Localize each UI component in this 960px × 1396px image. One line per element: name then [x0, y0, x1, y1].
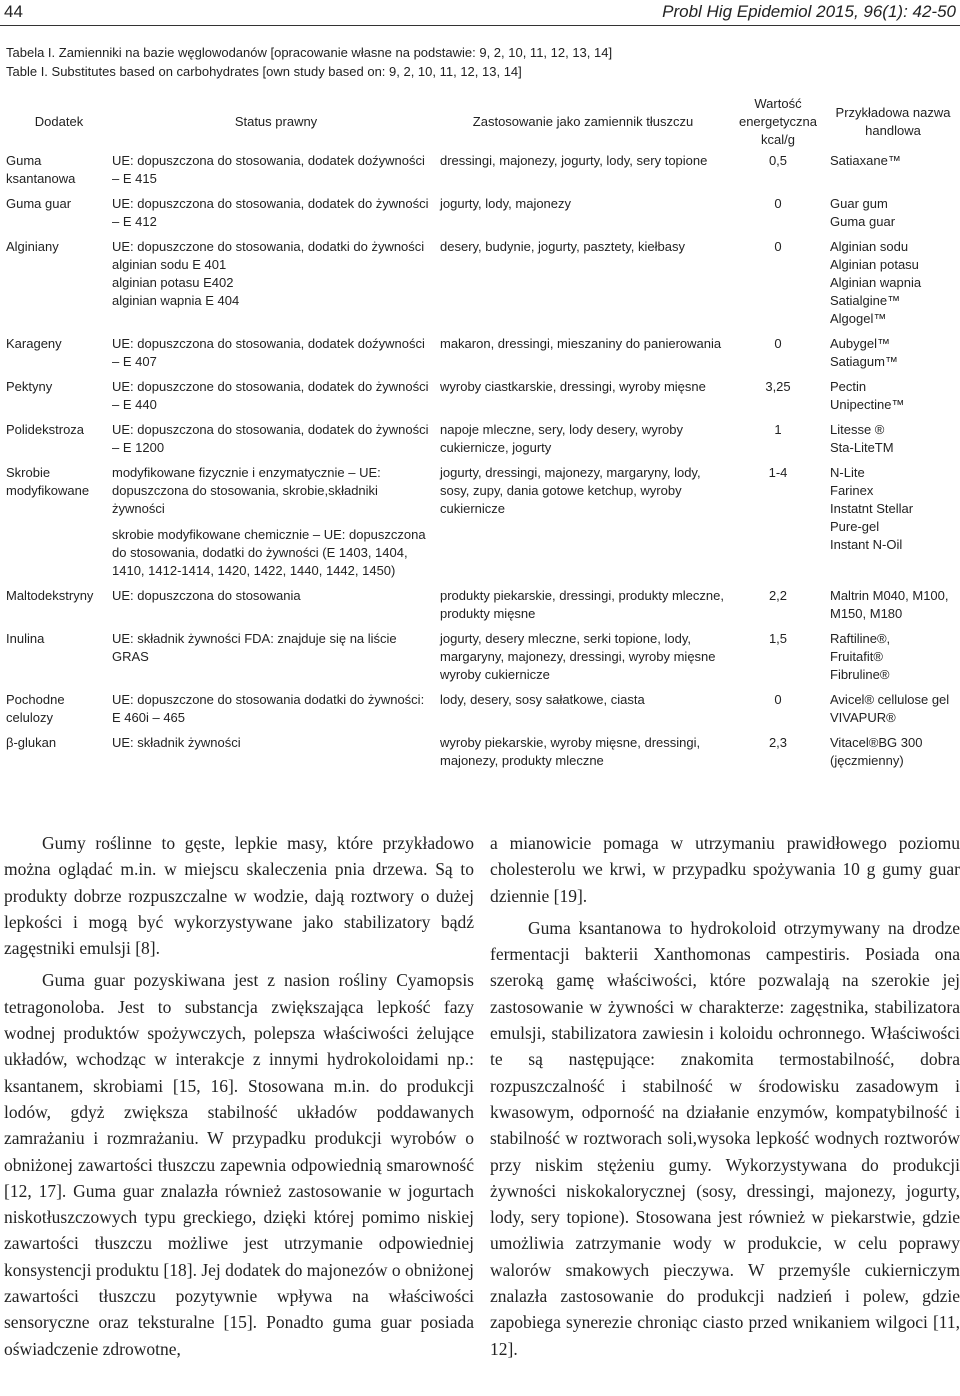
cell-trade-name	[830, 335, 956, 378]
cell-use	[440, 238, 726, 335]
table-row	[6, 195, 956, 238]
cell-trade-name	[830, 195, 956, 238]
cell-additive	[6, 691, 112, 734]
trade-name: Farinex	[830, 483, 874, 498]
cell-legal-status	[112, 691, 440, 734]
trade-name: Avicel® cellulose gel	[830, 692, 950, 707]
status-line: alginian wapnia E 404	[112, 293, 240, 308]
column-header-trade-name	[830, 92, 956, 152]
energy-value: 0	[774, 196, 782, 211]
trade-name: VIVAPUR®	[830, 710, 896, 725]
paragraph: Guma guar pozyskiwana jest z nasion rośliny Cyamopsis tetragonoloba. Jest to substancja zwiększająca lepkość fazy wodnej produktów spożywczych, polepsza właściwości żelujące układów, wchodząc w interakcje z innymi hydrokoloidami np.: ksantanem, skrobiami [15, 16]. Stosowana m.in. do produkcji lodów, gdyż zwiększa stabilność układów poddawanych zamrażaniu i rozmrażaniu. W przypadku produkcji wyrobów o obniżonej zawartości tłuszczu zapewnia odpowiednią smarowność [12, 17]. Guma guar znalazła również zastosowanie w jogurtach niskotłuszczowych typu greckiego, dzięki której pomimo niskiej zawartości tłuszczu możliwe jest utrzymanie odpowiedniej konsystencji produktu [18]. Jej dodatek do majonezów o obniżonej zawartości tłuszczu pozytywnie wpływa na właściwości sensoryczne oraz teksturalne [15]. Ponadto guma guar posiada oświadczenie zdrowotne,	[4, 970, 474, 1359]
trade-name: Alginian wapnia	[830, 275, 922, 290]
status-line: UE: dopuszczone do stosowania dodatki do żywności: E 460i – 465	[112, 692, 425, 725]
trade-name: N-Lite	[830, 465, 865, 480]
use-text: jogurty, lody, majonezy	[440, 196, 572, 211]
cell-trade-name	[830, 378, 956, 421]
cell-trade-name	[830, 691, 956, 734]
paragraph: Guma ksantanowa to hydrokoloid otrzymywany na drodze fermentacji bakterii Xanthomonas campestiris. Posiada ona szeroką gamę właściwości, które pozwalają na szerokie jej zastosowanie w żywności w charakterze: zagęstnika, stabilizatora emulsji, stabilizatora zawiesin i koloidu ochronnego. Właściwości te są następujące: znakomita termostabilność, dobra rozpuszczalność i stabilność w środowisku zasadowym i kwasowym, odporność na działanie enzymów, kompatybilność i stabilność w roztworach soli,wysoka lepkość wodnych roztworów przy niskim stężeniu gumy. Wykorzystywana do produkcji żywności niskokalorycznej (sosy, dressingi, majonezy, jogurty, lody, sery topione). Stosowana jest również w piekarstwie, gdzie umożliwia zatrzymanie wody w produkcie, w celu poprawy walorów smakowych pieczywa. W przemyśle cukierniczym znalazła zastosowanie do produkcji nadzień i polew, gdzie zapobiega synerezie chroniąc ciasto przed wnikaniem wilgoci [11, 12].	[490, 917, 960, 1359]
cell-legal-status	[112, 421, 440, 464]
column-header-energy-label: Wartość energetyczna kcal/g	[738, 96, 818, 147]
trade-name: (jęczmienny)	[830, 753, 904, 768]
cell-use	[440, 734, 726, 777]
cell-trade-name	[830, 630, 956, 691]
table-caption	[6, 43, 612, 81]
cell-additive	[6, 630, 112, 691]
cell-trade-name	[830, 587, 956, 630]
cell-use	[440, 195, 726, 238]
cell-use	[440, 335, 726, 378]
table-body	[6, 152, 956, 777]
page-number: 44	[4, 2, 23, 21]
energy-value: 2,2	[768, 588, 788, 603]
running-header	[0, 0, 960, 26]
cell-use	[440, 464, 726, 587]
cell-legal-status	[112, 335, 440, 378]
cell-energy	[726, 195, 830, 238]
status-line: UE: składnik żywności FDA: znajduje się na liście GRAS	[112, 631, 397, 664]
column-header-additive: Dodatek	[34, 114, 84, 129]
additive-name: Maltodekstryny	[6, 588, 94, 603]
cell-legal-status	[112, 630, 440, 691]
cell-additive	[6, 238, 112, 335]
table-row	[6, 378, 956, 421]
trade-name: Raftiline®,	[830, 631, 891, 646]
cell-energy	[726, 691, 830, 734]
status-line: UE: dopuszczona do stosowania	[112, 588, 301, 603]
status-line: alginian sodu E 401	[112, 257, 227, 272]
journal-citation: Probl Hig Epidemiol 2015, 96(1): 42-50	[662, 2, 956, 21]
additive-name: Pochodne celulozy	[6, 692, 65, 725]
cell-additive	[6, 195, 112, 238]
cell-trade-name	[830, 238, 956, 335]
table-row	[6, 630, 956, 691]
cell-additive	[6, 734, 112, 777]
trade-name: Sta-LiteTM	[830, 440, 894, 455]
use-text: napoje mleczne, sery, lody desery, wyroby cukiernicze, jogurty	[440, 422, 684, 455]
table-row	[6, 464, 956, 587]
trade-name: Maltrin M040, M100, M150, M180	[830, 588, 949, 621]
energy-value: 0	[774, 336, 782, 351]
trade-name: Litesse ®	[830, 422, 885, 437]
cell-additive	[6, 587, 112, 630]
additive-name: Karageny	[6, 336, 62, 351]
use-text: wyroby piekarskie, wyroby mięsne, dressingi, majonezy, produkty mleczne	[440, 735, 701, 768]
cell-trade-name	[830, 152, 956, 195]
status-line: UE: dopuszczona do stosowania, dodatek do żywności – E 1200	[112, 422, 429, 455]
use-text: makaron, dressingi, mieszaniny do panierowania	[440, 336, 722, 351]
table-row	[6, 587, 956, 630]
cell-energy	[726, 238, 830, 335]
caption-polish: Tabela I. Zamienniki na bazie węglowodanów [opracowanie własne na podstawie: 9, 2, 10, 11, 12, 13, 14]	[6, 45, 613, 60]
cell-legal-status	[112, 195, 440, 238]
cell-legal-status	[112, 238, 440, 335]
trade-name: Aubygel™	[830, 336, 890, 351]
energy-value: 0	[774, 239, 782, 254]
energy-value: 0	[774, 692, 782, 707]
trade-name: Satiaxane™	[830, 153, 901, 168]
cell-energy	[726, 630, 830, 691]
use-text: dressingi, majonezy, jogurty, lody, sery topione	[440, 153, 708, 168]
trade-name: Instatnt Stellar	[830, 501, 914, 516]
cell-energy	[726, 335, 830, 378]
additive-name: Polidekstroza	[6, 422, 85, 437]
column-header-trade-name-label: Przykładowa nazwa handlowa	[835, 105, 951, 138]
cell-use	[440, 587, 726, 630]
column-header-legal-status: Status prawny	[234, 114, 318, 129]
status-line: UE: dopuszczona do stosowania, dodatek doźywności – E 407	[112, 336, 425, 369]
additive-name: Pektyny	[6, 379, 53, 394]
status-line: UE: dopuszczona do stosowania, dodatek do żywności – E 412	[112, 196, 429, 229]
use-text: desery, budynie, jogurty, pasztety, kiełbasy	[440, 239, 685, 254]
trade-name: Fibruline®	[830, 667, 890, 682]
cell-additive	[6, 335, 112, 378]
status-line: UE: dopuszczona do stosowania, dodatek doźywności – E 415	[112, 153, 425, 186]
additive-name: Skrobie modyfikowane	[6, 465, 90, 498]
substitutes-table	[6, 92, 956, 777]
trade-name: Vitacel®BG 300	[830, 735, 923, 750]
cell-energy	[726, 587, 830, 630]
body-column-right	[490, 830, 960, 1362]
cell-trade-name	[830, 421, 956, 464]
cell-additive	[6, 378, 112, 421]
trade-name: Unipectine™	[830, 397, 905, 412]
trade-name: Guar gum	[830, 196, 888, 211]
use-text: jogurty, dressingi, majonezy, margaryny, lody, sosy, zupy, dania gotowe ketchup, wyroby cukiernicze	[440, 465, 701, 516]
status-line: skrobie modyfikowane chemicznie – UE: dopuszczona do stosowania, dodatki do żywności (E 1403, 1404, 1410, 1412-1414, 1420, 1422, 1440, 1442, 1450)	[112, 527, 426, 578]
energy-value: 3,25	[765, 379, 791, 394]
cell-legal-status	[112, 734, 440, 777]
table-row	[6, 421, 956, 464]
caption-english: Table I. Substitutes based on carbohydrates [own study based on: 9, 2, 10, 11, 12, 13, 14]	[6, 64, 522, 79]
column-header-use: Zastosowanie jako zamiennik tłuszczu	[472, 114, 694, 129]
use-text: lody, desery, sosy sałatkowe, ciasta	[440, 692, 645, 707]
cell-trade-name	[830, 734, 956, 777]
trade-name: Pure-gel	[830, 519, 880, 534]
paragraph: a mianowicie pomaga w utrzymaniu prawidłowego poziomu cholesterolu we krwi, w przypadku spożywania 10 g gumy guar dziennie [19].	[490, 833, 960, 906]
table-row	[6, 691, 956, 734]
table-header-row	[6, 92, 956, 152]
energy-value: 1,5	[768, 631, 788, 646]
table-row	[6, 238, 956, 335]
status-gap	[112, 518, 430, 526]
additive-name: Inulina	[6, 631, 45, 646]
energy-value: 0,5	[768, 153, 788, 168]
trade-name: Pectin	[830, 379, 867, 394]
cell-use	[440, 691, 726, 734]
additive-name: Guma ksantanowa	[6, 153, 76, 186]
cell-use	[440, 378, 726, 421]
cell-additive	[6, 464, 112, 587]
trade-name: Alginian sodu	[830, 239, 909, 254]
header-rule	[0, 25, 960, 26]
table-row	[6, 152, 956, 195]
cell-legal-status	[112, 587, 440, 630]
energy-value: 1	[774, 422, 782, 437]
energy-value: 1-4	[768, 465, 788, 480]
trade-name: Satiagum™	[830, 354, 898, 369]
table-row	[6, 734, 956, 777]
paragraph: Gumy roślinne to gęste, lepkie masy, które przykładowo można oglądać m.in. w miejscu skaleczenia pnia drzewa. Są to produkty dobrze rozpuszczalne w wodzie, dają roztwory o dużej lepkości i mogą być wykorzystywane jako stabilizatory bądź zagęstniki emulsji [8].	[4, 833, 474, 959]
trade-name: Guma guar	[830, 214, 896, 229]
trade-name: Algogel™	[830, 311, 887, 326]
cell-energy	[726, 734, 830, 777]
cell-additive	[6, 421, 112, 464]
cell-legal-status	[112, 464, 440, 587]
status-line: UE: składnik żywności	[112, 735, 241, 750]
status-line: alginian potasu E402	[112, 275, 234, 290]
status-line: modyfikowane fizycznie i enzymatycznie – UE: dopuszczona do stosowania, skrobie,składniki żywności	[112, 465, 381, 516]
cell-energy	[726, 421, 830, 464]
additive-name: Alginiany	[6, 239, 59, 254]
use-text: produkty piekarskie, dressingi, produkty mleczne, produkty mięsne	[440, 588, 724, 621]
cell-legal-status	[112, 152, 440, 195]
table-row	[6, 335, 956, 378]
trade-name: Alginian potasu	[830, 257, 919, 272]
cell-trade-name	[830, 464, 956, 587]
cell-energy	[726, 152, 830, 195]
column-header-energy	[726, 92, 830, 152]
energy-value: 2,3	[768, 735, 788, 750]
cell-use	[440, 630, 726, 691]
status-line: UE: dopuszczone do stosowania, dodatki do żywności	[112, 239, 425, 254]
trade-name: Instant N-Oil	[830, 537, 903, 552]
additive-name: β-glukan	[6, 735, 57, 750]
use-text: wyroby ciastkarskie, dressingi, wyroby mięsne	[440, 379, 706, 394]
cell-energy	[726, 464, 830, 587]
cell-use	[440, 421, 726, 464]
cell-legal-status	[112, 378, 440, 421]
cell-use	[440, 152, 726, 195]
trade-name: Fruitafit®	[830, 649, 883, 664]
cell-additive	[6, 152, 112, 195]
status-line: UE: dopuszczone do stosowania, dodatek do żywności – E 440	[112, 379, 429, 412]
trade-name: Satialgine™	[830, 293, 901, 308]
cell-energy	[726, 378, 830, 421]
additive-name: Guma guar	[6, 196, 72, 211]
body-column-left	[4, 830, 474, 1362]
use-text: jogurty, desery mleczne, serki topione, lody, margaryny, majonezy, dressingi, wyroby mięsne wyroby cukiernicze	[440, 631, 716, 682]
